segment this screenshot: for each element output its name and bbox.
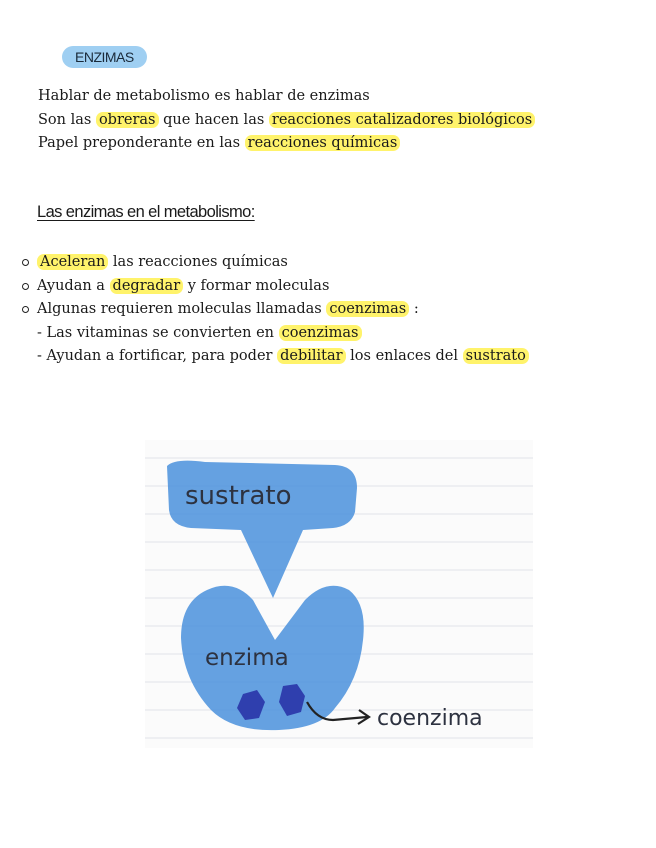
enzyme-label: enzima bbox=[205, 645, 289, 671]
section-title: Las enzimas en el metabolismo: bbox=[37, 203, 255, 221]
bullet-icon bbox=[22, 283, 29, 290]
highlight: coenzimas bbox=[326, 301, 409, 317]
bullet-icon bbox=[22, 306, 29, 313]
highlight: obreras bbox=[96, 112, 159, 128]
intro-line-2: Son las obreras que hacen las reacciones catalizadores biológicos bbox=[38, 109, 535, 133]
highlight: degradar bbox=[110, 278, 184, 294]
list-item: Ayudan a degradar y formar moleculas bbox=[22, 275, 529, 299]
list-item: Algunas requieren moleculas llamadas coenzimas : bbox=[22, 298, 529, 322]
intro-line-3: Papel preponderante en las reacciones químicas bbox=[38, 132, 535, 156]
subpoint-item: - Ayudan a fortificar, para poder debilitar los enlaces del sustrato bbox=[22, 345, 529, 369]
highlight: reacciones químicas bbox=[245, 135, 401, 151]
intro-line-1: Hablar de metabolismo es hablar de enzimas bbox=[38, 88, 370, 104]
bullet-list bbox=[22, 251, 529, 369]
bullet-icon bbox=[22, 259, 29, 266]
list-item: Aceleran las reacciones químicas bbox=[22, 251, 529, 275]
highlight: coenzimas bbox=[279, 325, 362, 341]
enzyme-diagram bbox=[145, 440, 533, 748]
coenzyme-label: coenzima bbox=[377, 706, 483, 731]
substrate-label: sustrato bbox=[185, 481, 292, 511]
highlight: sustrato bbox=[463, 348, 529, 364]
intro-text bbox=[38, 85, 535, 156]
highlight: reacciones catalizadores biológicos bbox=[269, 112, 535, 128]
subpoint-item: - Las vitaminas se convierten en coenzimas bbox=[22, 322, 529, 346]
page-title: ENZIMAS bbox=[62, 46, 147, 68]
highlight: debilitar bbox=[277, 348, 345, 364]
highlight: Aceleran bbox=[37, 254, 108, 270]
